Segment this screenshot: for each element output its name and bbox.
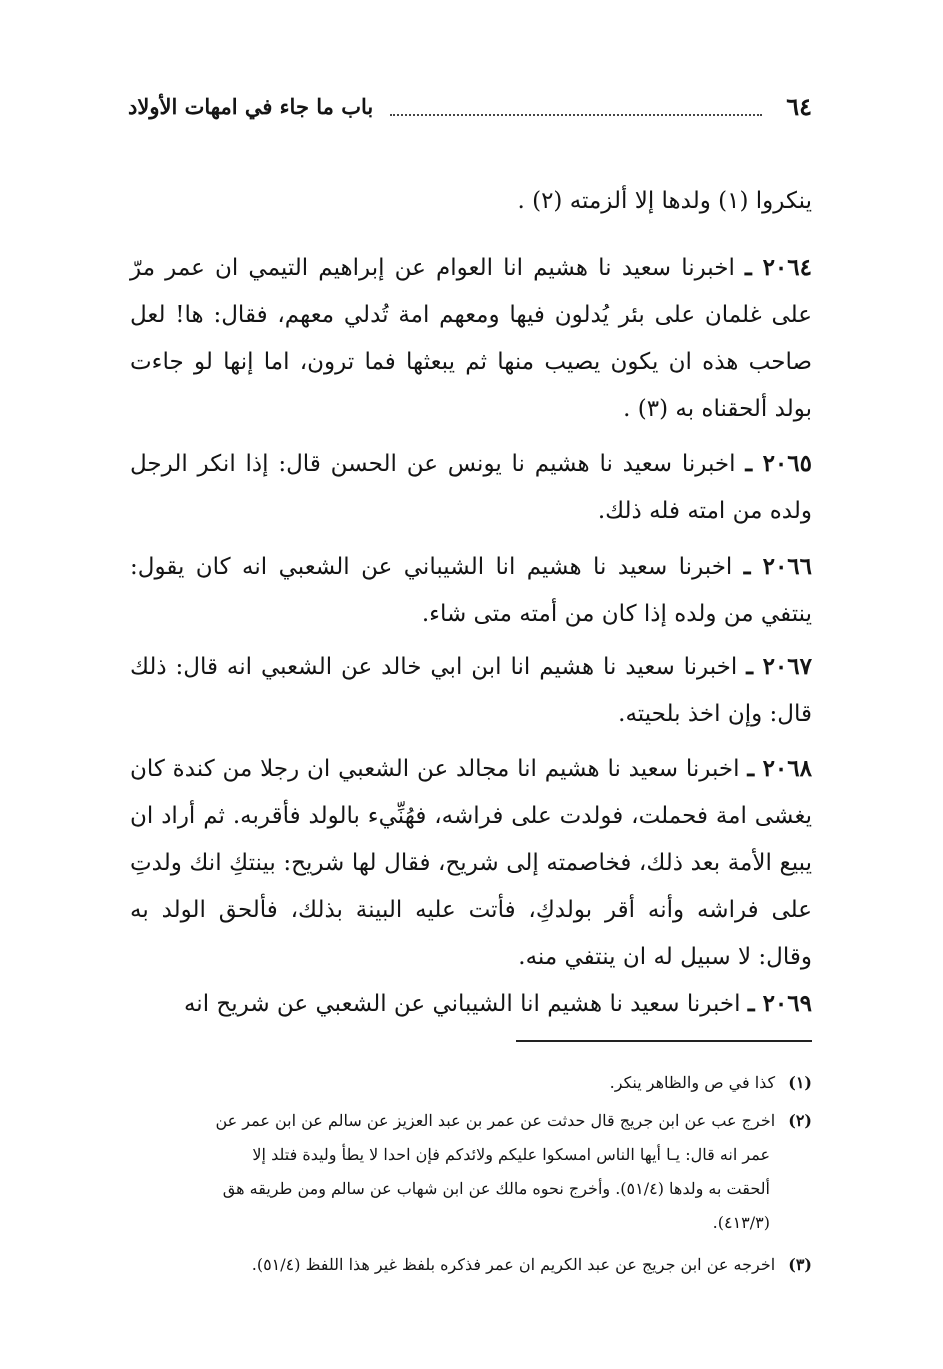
footnote-marker: (٢) <box>788 1111 812 1130</box>
paragraph-text: ينكروا (١) ولدها إلا ألزمته (٢) . <box>517 188 812 214</box>
running-title: باب ما جاء في امهات الأولاد <box>128 94 374 119</box>
footnote-text-line: (٤١٣/٣). <box>712 1213 770 1232</box>
header-dotted-leader <box>390 114 762 116</box>
footnote-text-line: عمر انه قال: يـا أيها الناس امسكوا عليكم ولائدكم فإن احدا لا يطأ وليدة فتلد إلا <box>252 1145 770 1164</box>
hadith-text: اخبرنا سعيد نا هشيم انا الشيباني عن الشعبي عن شريح انه <box>183 991 741 1017</box>
hadith-number: ٢٠٦٤ ـ <box>745 254 812 281</box>
footnote-separator <box>516 1040 812 1042</box>
footnote-text: كذا في ص والظاهر ينكر. <box>609 1073 776 1092</box>
footnote-2 <box>130 1104 812 1240</box>
hadith-text: اخبرنا سعيد نا هشيم انا الشيباني عن الشعبي انه كان يقول: ينتفي من ولده إذا كان من أمته متى شاء. <box>130 554 812 627</box>
footnote-text: اخرجه عن ابن جريج عن عبد الكريم ان عمر فذكره بلفظ غير هذا اللفظ (٥١/٤). <box>251 1255 776 1274</box>
hadith-2069 <box>130 980 812 1028</box>
hadith-2064 <box>130 244 812 433</box>
hadith-text: اخبرنا سعيد نا هشيم انا مجالد عن الشعبي ان رجلا من كندة كان يغشى امة فحملت، فولدت على فراشه، فهُنِّيء بالولد فأقربه. ثم أراد ان يبيع الأمة بعد ذلك، فخاصمته إلى شريح، فقال لها شريح: بينتكِ انك ولدتِ على فراشه وأنه أقر بولدكِ، فأتت عليه البينة بذلك، فألحق الولد به وقال: لا سبيل له ان ينتفي منه. <box>130 756 812 970</box>
hadith-2065 <box>130 440 812 535</box>
hadith-number: ٢٠٦٨ ـ <box>747 755 812 782</box>
page-header <box>128 92 812 132</box>
footnote-marker: (٣) <box>788 1255 812 1274</box>
hadith-2067 <box>130 643 812 738</box>
hadith-number: ٢٠٦٧ ـ <box>746 653 812 680</box>
hadith-text: اخبرنا سعيد نا هشيم انا العوام عن إبراهيم التيمي ان عمر مرّ على غلمان على بئر يُدلون فيها ومعهم امة تُدلي معهم، فقال: ها! لعل صاحب هذه ان يكون يصيب منها ثم يبعثها فما ترون، اما إنها لو جاءت بولد ألحقناه به (٣) . <box>130 255 812 422</box>
footnote-marker: (١) <box>788 1073 812 1092</box>
hadith-text: اخبرنا سعيد نا هشيم انا ابن ابي خالد عن الشعبي انه قال: ذلك قال: وإن اخذ بلحيته. <box>130 654 812 727</box>
hadith-2068 <box>130 745 812 981</box>
footnote-1 <box>130 1066 812 1100</box>
hadith-number: ٢٠٦٦ ـ <box>743 553 813 580</box>
hadith-number: ٢٠٦٩ ـ <box>747 990 812 1017</box>
hadith-number: ٢٠٦٥ ـ <box>745 450 812 477</box>
footnote-3 <box>130 1248 812 1282</box>
page-number: ٦٤ <box>786 92 812 121</box>
footnote-text: اخرج عب عن ابن جريج قال حدثت عن عمر بن عبد العزيز عن سالم عن ابن عمر عن <box>215 1111 776 1130</box>
hadith-text: اخبرنا سعيد نا هشيم نا يونس عن الحسن قال: إذا انكر الرجل ولده من امته فله ذلك. <box>130 451 812 524</box>
footnote-text-line: ألحقت به ولدها (٥١/٤). وأخرج نحوه مالك عن ابن شهاب عن سالم ومن طريقه هق <box>222 1179 770 1198</box>
hadith-2066 <box>130 543 812 638</box>
paragraph-continuation <box>130 178 812 225</box>
